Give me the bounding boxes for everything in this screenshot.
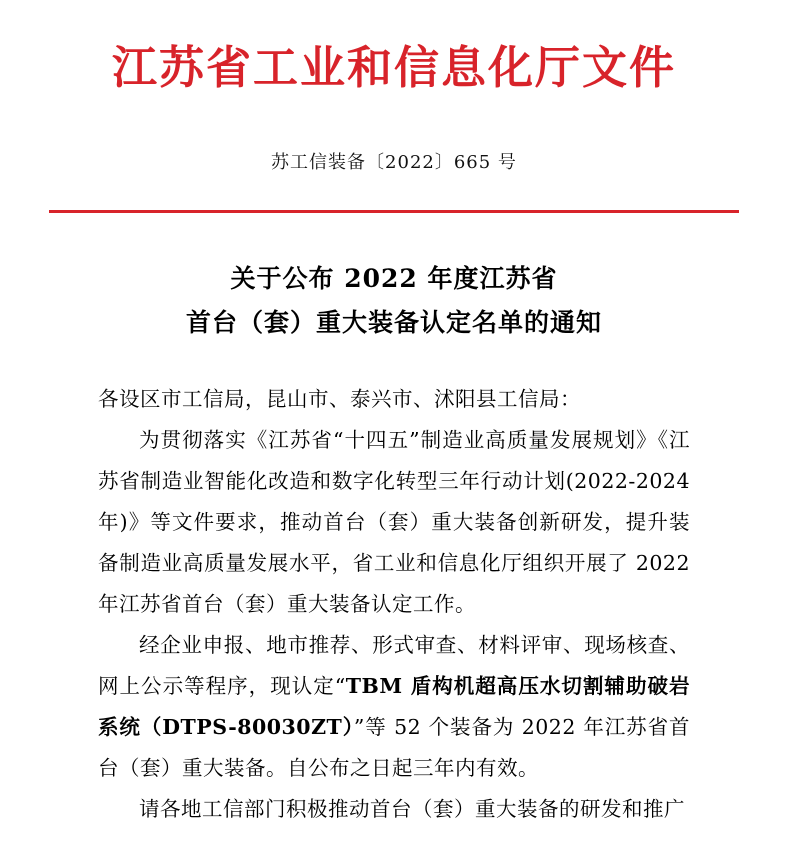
document-number: 苏工信装备〔2022〕665 号 [271,152,517,174]
paragraph-2-text-part-2: ”等 52 个装备为 2022 年江苏省首台（套）重大装备。自公布之日起三年内有效。 [98,714,690,780]
document-title-line-2: 首台（套）重大装备认定名单的通知 [185,308,602,337]
body-paragraph-1 [98,420,690,625]
paragraph-1-text: 为贯彻落实《江苏省“十四五”制造业高质量发展规划》《江苏省制造业智能化改造和数字化转型三年行动计划(2022-2024 年)》等文件要求，推动首台（套）重大装备创新研发，提升装备制造业高质量发展水平，省工业和信息化厅组织开展了 2022 年江苏省首台（套）重大装备认定工作。 [98,427,690,616]
body-paragraph-2 [98,625,690,789]
paragraph-2-text-part-1: 经企业申报、地市推荐、形式审查、材料评审、现场核查、网上公示等程序，现认定“ [98,632,690,698]
document-title [0,257,788,345]
paragraph-2-equipment-name: TBM 盾构机超高压水切割辅助破岩系统（DTPS-80030ZT） [98,673,690,739]
paragraph-3-text: 请各地工信部门积极推动首台（套）重大装备的研发和推广 [139,796,685,821]
document-body [98,379,690,830]
body-paragraph-3 [98,789,690,830]
masthead [0,0,788,96]
document-number-row [0,148,788,174]
document-title-line-1: 关于公布 2022 年度江苏省 [230,264,558,294]
masthead-title: 江苏省工业和信息化厅文件 [111,41,676,94]
salutation: 各设区市工信局，昆山市、泰兴市、沭阳县工信局： [98,386,581,411]
red-divider-rule [49,210,739,213]
